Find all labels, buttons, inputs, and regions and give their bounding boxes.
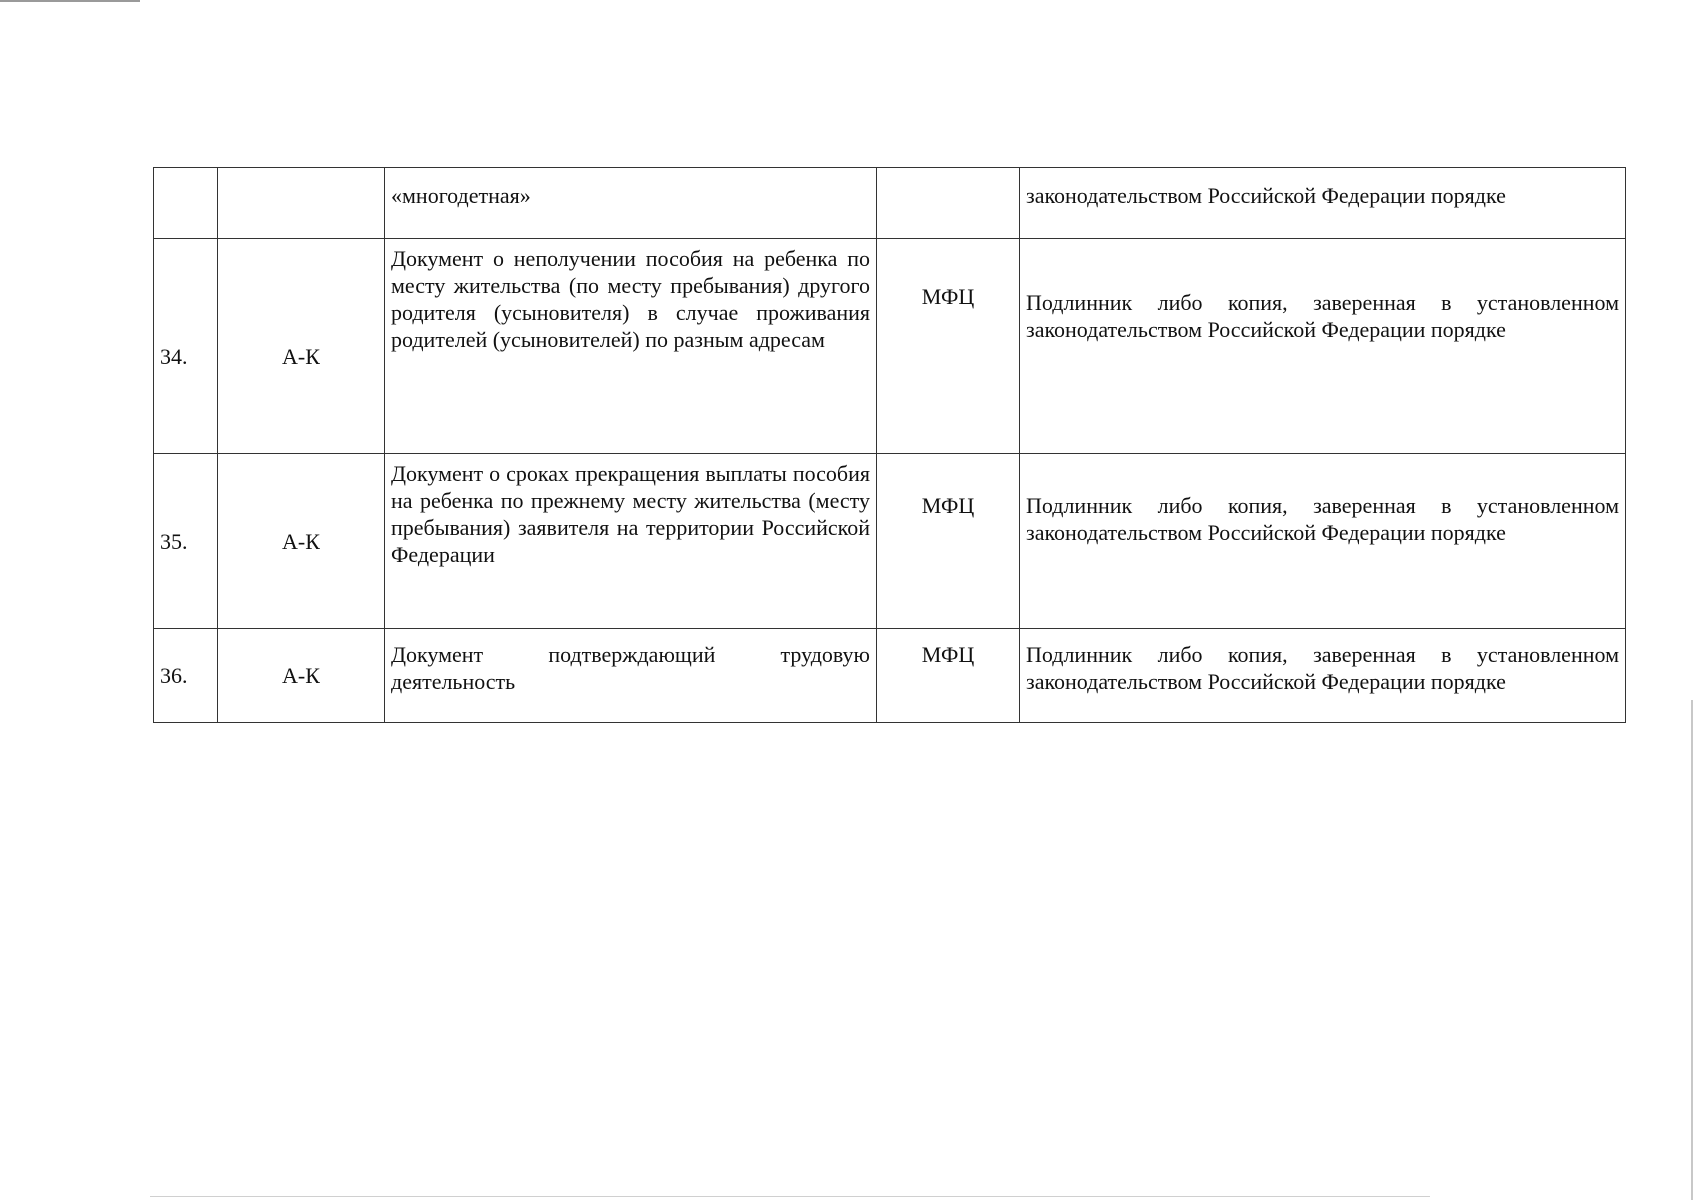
table-row [154, 168, 1626, 239]
scan-artifact-top [0, 0, 140, 2]
row-organization-cell: МФЦ [877, 454, 1020, 629]
row-number-cell: 36. [154, 629, 218, 723]
row-form-cell [1020, 239, 1626, 454]
table-row [154, 454, 1626, 629]
row-document-cell: Документ о неполучении пособия на ребенка по месту жительства (по месту пребывания) другого родителя (усыновителя) в случае проживания родителей (усыновителей) по разным адресам [385, 239, 877, 454]
row-code-cell: А-К [218, 629, 385, 723]
scan-artifact-bottom [150, 1196, 1430, 1197]
form-text-line-1: Подлинник либо копия, заверенная в установленном [1026, 290, 1619, 315]
row-form-cell [1020, 629, 1626, 723]
row-form-cell [1020, 454, 1626, 629]
row-organization-cell: МФЦ [877, 629, 1020, 723]
row-code-cell: А-К [218, 239, 385, 454]
table-row [154, 239, 1626, 454]
form-text-line-2: законодательством Российской Федерации порядке [1026, 520, 1506, 545]
row-form-cell [1020, 168, 1626, 239]
form-text-line-2: законодательством Российской Федерации порядке [1026, 669, 1506, 694]
row-code-cell [218, 168, 385, 239]
row-document-cell [385, 629, 877, 723]
table-row [154, 629, 1626, 723]
row-number-cell [154, 168, 218, 239]
row-number-cell: 35. [154, 454, 218, 629]
form-text-line-1: Подлинник либо копия, заверенная в установленном [1026, 642, 1619, 667]
form-text-line-1: Подлинник либо копия, заверенная в установленном [1026, 493, 1619, 518]
document-text-line-1: Документ подтверждающий трудовую [391, 642, 870, 667]
form-text-line-2: законодательством Российской Федерации порядке [1026, 317, 1506, 342]
row-organization-cell [877, 168, 1020, 239]
document-text-line-2: деятельность [391, 669, 516, 694]
row-organization-cell: МФЦ [877, 239, 1020, 454]
row-document-cell: «многодетная» [385, 168, 877, 239]
documents-table [153, 167, 1626, 723]
form-text-line-2: законодательством Российской Федерации порядке [1026, 183, 1506, 208]
row-number-cell: 34. [154, 239, 218, 454]
row-document-cell: Документ о сроках прекращения выплаты пособия на ребенка по прежнему месту жительства (месту пребывания) заявителя на территории Российской Федерации [385, 454, 877, 629]
row-code-cell: А-К [218, 454, 385, 629]
